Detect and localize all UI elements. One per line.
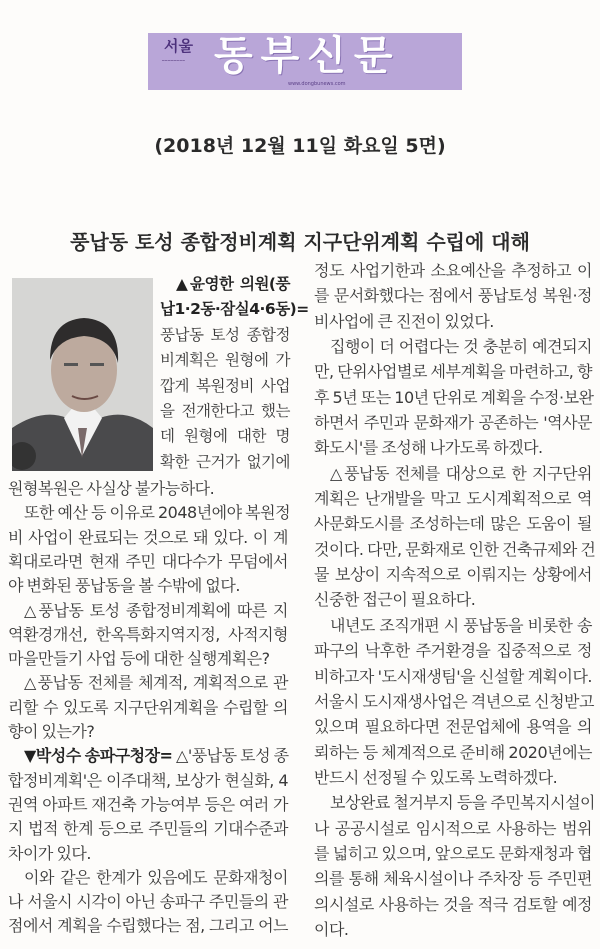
article-text-line	[8, 744, 288, 768]
left-column-beside-photo	[160, 272, 309, 475]
line-text: 서울시 도시재생사업은 격년으로 신청받고	[314, 691, 594, 711]
article-text-line	[8, 599, 288, 623]
line-text: 정도 사업기한과 소요예산을 추정하고 이	[314, 261, 592, 280]
article-text-line	[160, 374, 290, 399]
article-text-line	[8, 720, 288, 744]
article-text-line	[8, 526, 288, 550]
line-text: △풍납동 전체를 체계적, 계획적으로 관	[24, 673, 288, 693]
article-headline: 풍납동 토성 종합정비계획 지구단위계획 수립에 대해	[70, 230, 530, 254]
line-text: 뢰하는 등 체계적으로 준비해 2020년에는	[314, 742, 592, 762]
article-text-line	[314, 334, 592, 359]
councilor-photo	[12, 278, 153, 471]
article-text-line	[8, 647, 288, 671]
line-text: 합정비계획'은 이주대책, 보상가 현실화, 4	[8, 770, 288, 790]
line-text: 신중한 접근이 필요하다.	[314, 590, 476, 610]
line-text: 반드시 선정될 수 있도록 노력하겠다.	[314, 767, 558, 787]
line-text: 원형복원은 사실상 불가능하다.	[8, 479, 215, 498]
article-text-line	[8, 550, 288, 574]
article-text-line	[314, 511, 592, 536]
article-text-line	[8, 501, 291, 525]
article-text-line	[8, 574, 288, 598]
line-text: 있으며 필요하다면 전문업체에 용역을 의	[314, 717, 592, 737]
line-text: 이다.	[314, 919, 349, 939]
line-text: 비하고자 '도시재생팀'을 신설할 계획이다.	[314, 666, 592, 686]
publication-date: (2018년 12월 11일 화요일 5면)	[154, 135, 446, 157]
line-text: 나 서울시 시각이 아닌 송파구 주민들의 관	[8, 892, 288, 912]
article-text-line	[314, 689, 592, 714]
line-text: 향이 있는가?	[8, 722, 95, 742]
line-text: 확한 근거가 없기에	[160, 452, 290, 471]
article-text-line	[160, 348, 290, 373]
article-text-line	[314, 587, 592, 612]
article-text-line	[160, 272, 290, 297]
line-text: 나 공공시설로 임시적으로 사용하는 범위	[314, 818, 592, 838]
article-text-line	[314, 613, 592, 638]
article-text-line	[314, 740, 592, 765]
article-text-line	[8, 842, 288, 866]
masthead-region: 서울	[164, 37, 193, 55]
line-text: 를 문서화했다는 점에서 풍납토성 복원·정	[314, 286, 592, 306]
speaker-label: ▼박성수 송파구청장=	[24, 746, 173, 766]
article-text-line	[8, 623, 288, 647]
masthead-name: 동부신문	[214, 33, 401, 79]
article-text-line	[314, 410, 592, 435]
newspaper-masthead	[148, 33, 462, 90]
line-text: 비계획은 원형에 가	[160, 351, 290, 370]
article-text-line	[314, 765, 592, 790]
article-text-line	[314, 638, 592, 663]
article-text-line	[314, 309, 592, 334]
line-text: 리할 수 있도록 지구단위계획을 수립할 의	[8, 697, 288, 717]
article-text-line	[8, 696, 288, 720]
line-text: 화도시'를 조성해 나가도록 하겠다.	[314, 438, 543, 458]
line-text: 후 5년 또는 10년 단위로 계획을 수정·보완	[314, 387, 594, 407]
line-text: 획대로라면 현재 주민 대다수가 무덤에서	[8, 551, 288, 571]
line-text: 만, 단위사업별로 세부계획을 마련하고, 향	[314, 362, 592, 382]
article-text-line	[314, 385, 592, 410]
line-text: 데 원형에 대한 명	[160, 427, 290, 446]
article-text-line	[314, 537, 596, 562]
article-text-line	[8, 476, 288, 501]
article-text-line	[160, 450, 290, 475]
line-text: 마을만들기 사업 등에 대한 실행계획은?	[8, 649, 270, 669]
line-text: 것이다. 다만, 문화재로 인한 건축규제와 건	[314, 539, 596, 559]
article-text-line	[314, 461, 592, 486]
article-text-line	[160, 323, 290, 348]
article-text-line	[314, 714, 592, 739]
line-text: 의를 통해 체육시설이나 주차장 등 주민편	[314, 869, 592, 889]
article-text-line	[314, 435, 592, 460]
line-text: △풍납동 토성 종합정비계획에 따른 지	[24, 600, 288, 620]
article-text-line	[8, 769, 288, 793]
line-text: △'풍납동 토성 종	[172, 746, 289, 766]
line-text: 점에서 계획을 수립했다는 점, 그리고 어느	[8, 916, 288, 936]
line-text: 깝게 복원정비 사업	[160, 376, 290, 395]
article-text-line	[8, 866, 288, 890]
line-text: 계획은 난개발을 막고 도시계획적으로 역	[314, 489, 592, 509]
line-text: 집행이 더 어렵다는 것 충분히 예견되지	[330, 337, 592, 357]
line-text: 역환경개선, 한옥특화지역지정, 사적지형	[8, 624, 288, 644]
left-column-text	[8, 476, 291, 939]
article-text-line	[160, 399, 290, 424]
article-text-line	[314, 816, 592, 841]
line-text: 사문화도시를 조성하는데 많은 도움이 될	[314, 514, 592, 534]
article-text-line	[314, 283, 592, 308]
masthead-subtext: ━━━━━━━━	[162, 58, 186, 63]
line-text: 권역 아파트 재건축 가능여부 등은 여러 가	[8, 794, 288, 814]
line-text: 보상완료 철거부지 등을 주민복지시설이	[330, 793, 596, 813]
line-text: 의시설로 사용하는 것을 적극 검토할 예정	[314, 894, 592, 914]
article-text-line	[8, 890, 288, 914]
article-text-line	[8, 914, 288, 938]
line-text: 비사업에 큰 진전이 있었다.	[314, 311, 494, 331]
line-text: 물 보상이 지속적으로 이뤄지는 상황에서	[314, 565, 592, 585]
line-text: 야 변화된 풍납동을 볼 수밖에 없다.	[8, 576, 240, 596]
article-text-line	[314, 359, 592, 384]
line-text: 차이가 있다.	[8, 843, 91, 863]
line-text: 비 사업이 완료되는 것으로 돼 있다. 이 계	[8, 527, 288, 547]
article-text-line	[314, 892, 592, 917]
article-text-line	[160, 424, 290, 449]
article-text-line	[314, 486, 592, 511]
article-text-line	[314, 866, 592, 891]
article-text-line	[160, 297, 309, 322]
line-text: 풍납동 토성 종합정	[160, 325, 290, 344]
masthead-tagline: www.dongbunews.com	[288, 81, 346, 87]
article-text-line	[314, 258, 592, 283]
article-text-line	[314, 790, 596, 815]
article-text-line	[314, 841, 592, 866]
line-text: △풍납동 전체를 대상으로 한 지구단위	[330, 463, 592, 483]
line-text: 지 법적 한계 등으로 주민들의 기대수준과	[8, 819, 288, 839]
speaker-label: ▲윤영한 의원(풍	[176, 275, 290, 293]
article-text-line	[314, 664, 592, 689]
line-text: 를 넓히고 있으며, 앞으로도 문화재청과 협	[314, 843, 592, 863]
line-text: 파구의 낙후한 주거환경을 집중적으로 정	[314, 641, 592, 661]
article-text-line	[8, 671, 288, 695]
line-text: 이와 같은 한계가 있음에도 문화재청이	[24, 867, 288, 887]
article-text-line	[314, 562, 592, 587]
line-text: 하면서 주민과 문화재가 공존하는 '역사문	[314, 413, 592, 433]
line-text: 을 전개한다고 했는	[160, 401, 290, 420]
article-text-line	[314, 917, 592, 942]
article-text-line	[8, 793, 288, 817]
line-text: 또한 예산 등 이유로 2048년에야 복원정	[24, 503, 291, 523]
speaker-label: 납1·2동·잠실4·6동)=	[160, 300, 309, 319]
article-text-line	[8, 817, 288, 841]
line-text: 내년도 조직개편 시 풍납동을 비롯한 송	[330, 615, 592, 635]
right-column-text	[314, 258, 596, 942]
